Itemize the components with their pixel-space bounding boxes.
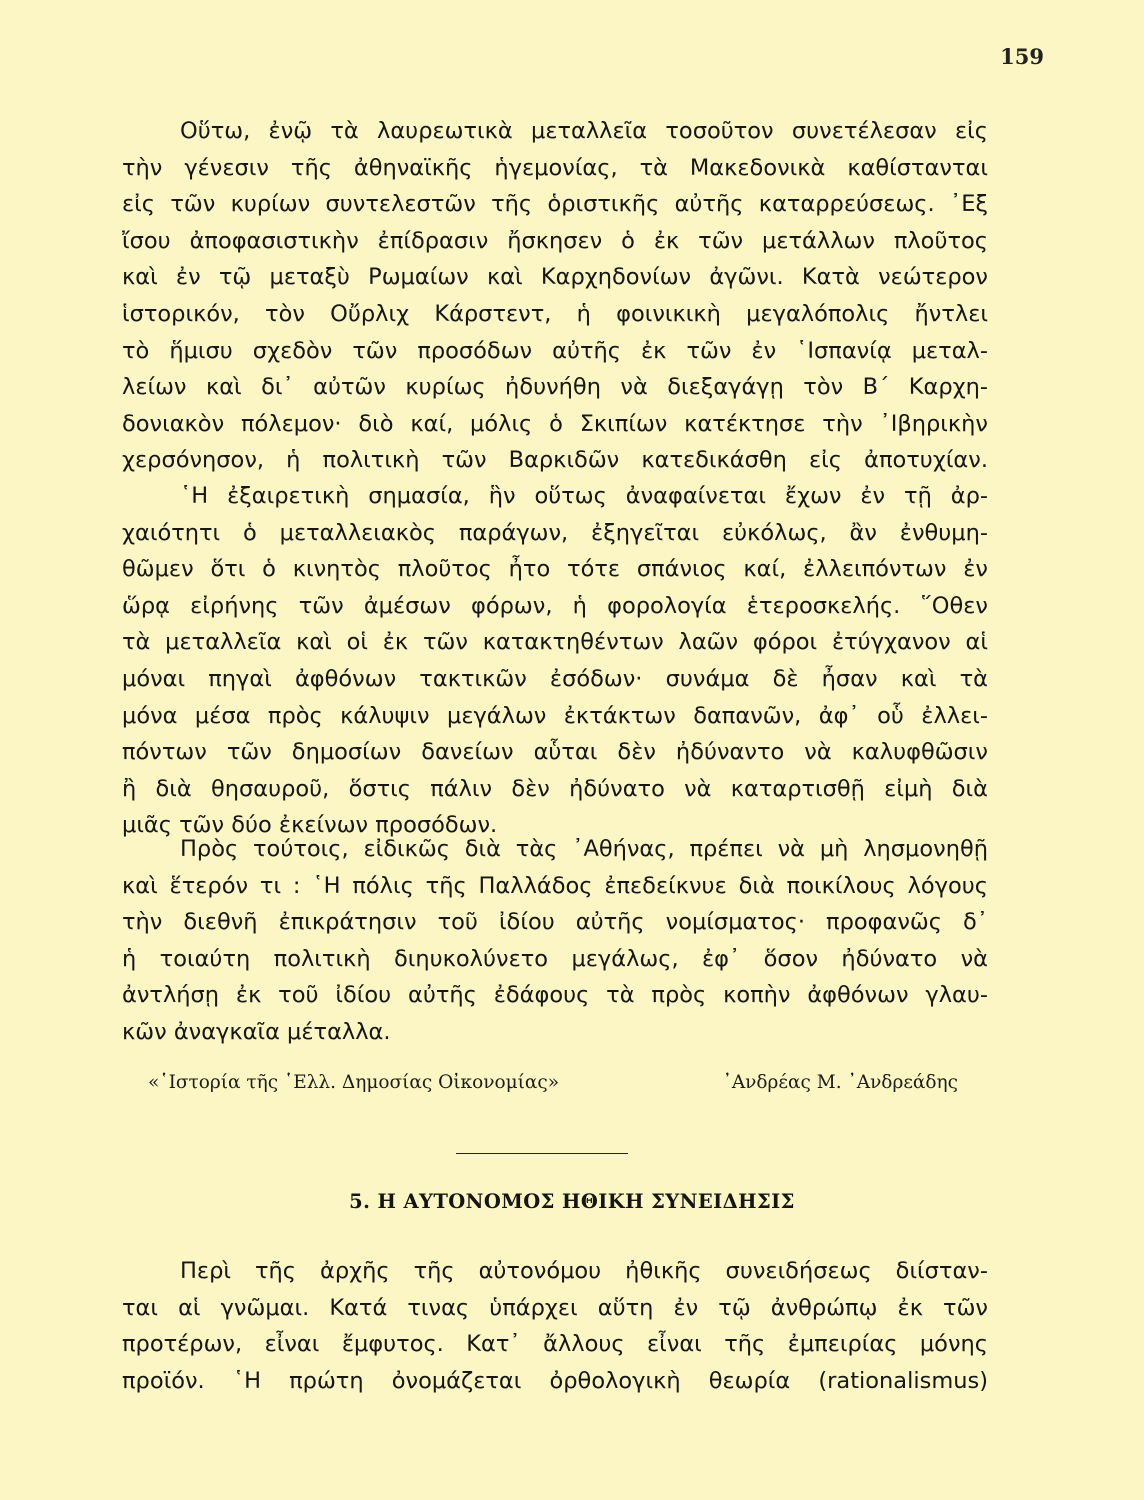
paragraph — [122, 1253, 988, 1399]
citation-source: «῾Ιστορία τῆς ῾Ελλ. Δημοσίας Οἰκονομίας» — [148, 1072, 560, 1093]
text-line: ἢ διὰ θησαυροῦ, ὅστις πάλιν δὲν ἠδύνατο νὰ καταρτισθῇ εἰμὴ διὰ — [122, 775, 988, 802]
text-line: λείων καὶ δι᾿ αὐτῶν κυρίως ἠδυνήθη νὰ διεξαγάγῃ τὸν Β΄ Καρχη- — [122, 374, 988, 401]
text-line: πόντων τῶν δημοσίων δανείων αὗται δὲν ἠδύναντο νὰ καλυφθῶσιν — [122, 739, 988, 766]
text-line: τὰ μεταλλεῖα καὶ οἱ ἐκ τῶν κατακτηθέντων λαῶν φόροι ἐτύγχανον αἱ — [122, 629, 988, 656]
text-line: ἀντλήσῃ ἐκ τοῦ ἰδίου αὐτῆς ἐδάφους τὰ πρὸς κοπὴν ἀφθόνων γλαυ- — [122, 982, 988, 1009]
paragraph — [122, 113, 988, 479]
text-line: χαιότητι ὁ μεταλλειακὸς παράγων, ἐξηγεῖται εὐκόλως, ἂν ἐνθυμη- — [122, 519, 988, 546]
page-number: 159 — [1000, 44, 1044, 69]
text-line: κῶν ἀναγκαῖα μέταλλα. — [122, 1018, 391, 1045]
text-line: προϊόν. ῾Η πρώτη ὀνομάζεται ὀρθολογικὴ θεωρία (rationalismus) — [122, 1367, 988, 1394]
section-heading: 5. Η ΑΥΤΟΝΟΜΟΣ ΗΘΙΚΗ ΣΥΝΕΙΔΗΣΙΣ — [349, 1190, 795, 1213]
text-line: προτέρων, εἶναι ἔμφυτος. Κατ᾿ ἄλλους εἶναι τῆς ἐμπειρίας μόνης — [122, 1331, 988, 1358]
text-line: Περὶ τῆς ἀρχῆς τῆς αὐτονόμου ἠθικῆς συνειδήσεως διίσταν- — [180, 1258, 988, 1284]
text-line: δονιακὸν πόλεμον· διὸ καί, μόλις ὁ Σκιπίων κατέκτησε τὴν ᾿Ιβηρικὴν — [122, 410, 988, 437]
text-line: τὴν γένεσιν τῆς ἀθηναϊκῆς ἡγεμονίας, τὰ Μακεδονικὰ καθίστανται — [122, 154, 988, 181]
text-line: θῶμεν ὅτι ὁ κινητὸς πλοῦτος ἦτο τότε σπάνιος καί, ἐλλειπόντων ἐν — [122, 556, 988, 583]
text-line: Οὕτω, ἐνῷ τὰ λαυρεωτικὰ μεταλλεῖα τοσοῦτον συνετέλεσαν εἰς — [180, 118, 988, 144]
text-line: ἡ τοιαύτη πολιτικὴ διηυκολύνετο μεγάλως, ἐφ᾿ ὅσον ἠδύνατο νὰ — [122, 945, 988, 972]
text-line: ὥρᾳ εἰρήνης τῶν ἀμέσων φόρων, ἡ φορολογία ἑτεροσκελής. ῞Οθεν — [122, 592, 988, 619]
text-line: ἴσου ἀποφασιστικὴν ἐπίδρασιν ἤσκησεν ὁ ἐκ τῶν μετάλλων πλοῦτος — [122, 227, 988, 254]
text-line: καὶ ἕτερόν τι : ῾Η πόλις τῆς Παλλάδος ἐπεδείκνυε διὰ ποικίλους λόγους — [122, 872, 988, 899]
text-line: τὴν διεθνῆ ἐπικράτησιν τοῦ ἰδίου αὐτῆς νομίσματος· προφανῶς δ᾿ — [122, 909, 988, 936]
text-line: Πρὸς τούτοις, εἰδικῶς διὰ τὰς ᾿Αθήνας, πρέπει νὰ μὴ λησμονηθῇ — [180, 836, 988, 862]
citation-author: ᾿Ανδρέας Μ. ᾿Ανδρεάδης — [722, 1072, 958, 1093]
citation — [148, 1072, 958, 1093]
text-line: μόνα μέσα πρὸς κάλυψιν μεγάλων ἐκτάκτων δαπανῶν, ἀφ᾿ οὗ ἐλλει- — [122, 702, 988, 729]
paragraph — [122, 478, 988, 844]
text-line: μιᾶς τῶν δύο ἐκείνων προσόδων. — [122, 812, 498, 839]
text-line: ται αἱ γνῶμαι. Κατά τινας ὑπάρχει αὕτη ἐν τῷ ἀνθρώπῳ ἐκ τῶν — [122, 1294, 988, 1321]
text-line: χερσόνησον, ἡ πολιτικὴ τῶν Βαρκιδῶν κατεδικάσθη εἰς ἀποτυχίαν. — [122, 447, 988, 474]
text-line: καὶ ἐν τῷ μεταξὺ Ρωμαίων καὶ Καρχηδονίων ἀγῶνι. Κατὰ νεώτερον — [122, 264, 988, 291]
text-line: μόναι πηγαὶ ἀφθόνων τακτικῶν ἐσόδων· συνάμα δὲ ἦσαν καὶ τὰ — [122, 665, 988, 692]
paragraph — [122, 831, 988, 1051]
text-line: τὸ ἥμισυ σχεδὸν τῶν προσόδων αὐτῆς ἐκ τῶν ἐν ῾Ισπανίᾳ μεταλ- — [122, 337, 988, 364]
text-line: ἱστορικόν, τὸν Οὔρλιχ Κάρστεντ, ἡ φοινικικὴ μεγαλόπολις ἤντλει — [122, 300, 988, 327]
section-divider — [456, 1153, 628, 1154]
text-line: ῾Η ἐξαιρετικὴ σημασία, ἣν οὕτως ἀναφαίνεται ἔχων ἐν τῇ ἀρ- — [180, 483, 988, 509]
text-line: εἰς τῶν κυρίων συντελεστῶν τῆς ὁριστικῆς αὐτῆς καταρρεύσεως. ᾿Εξ — [122, 191, 988, 218]
